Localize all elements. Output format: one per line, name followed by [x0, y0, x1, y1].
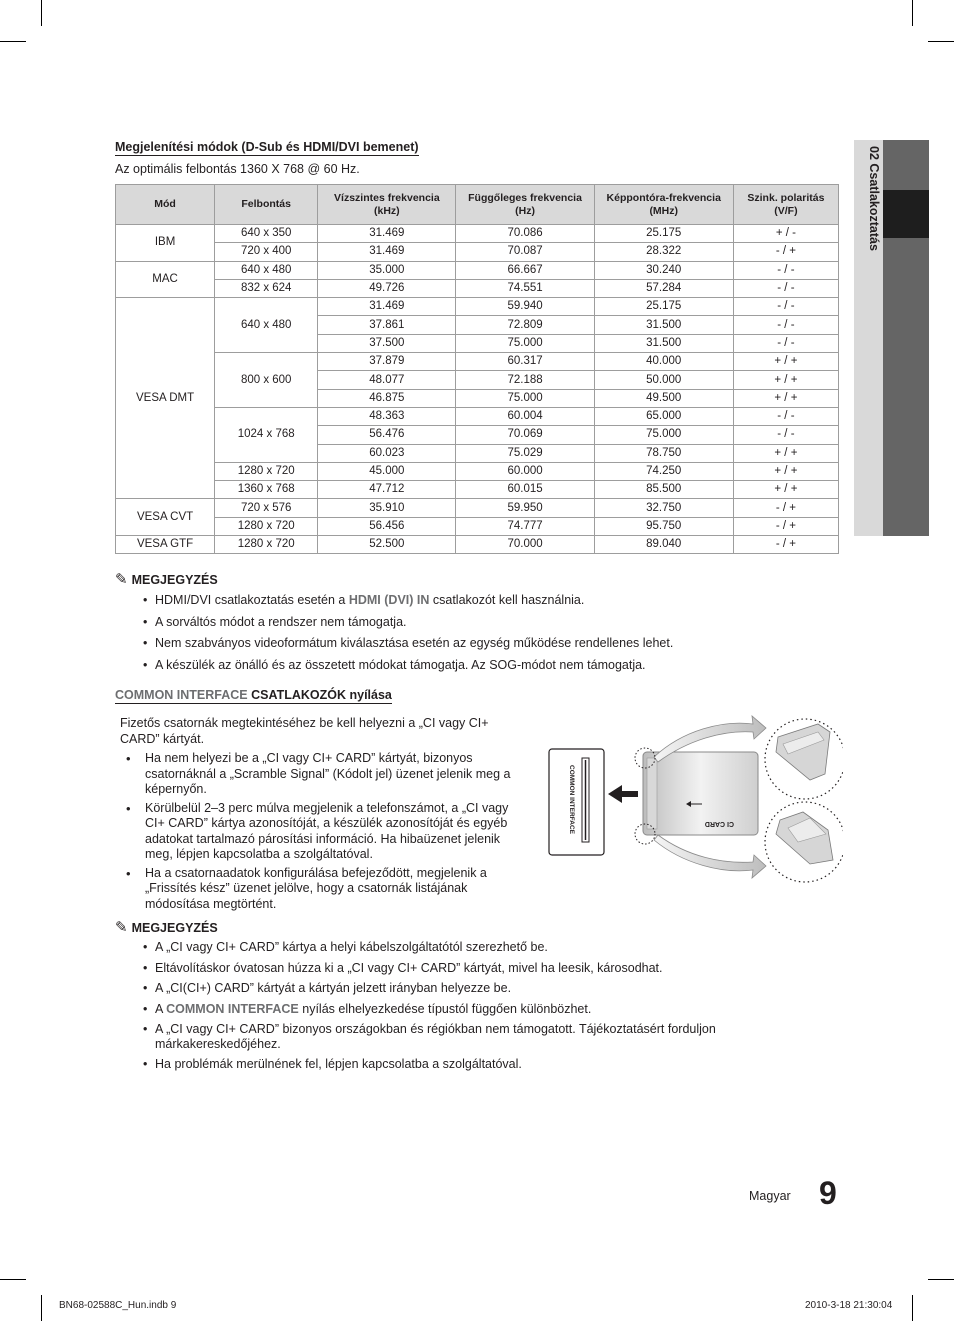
vertical-frequency-cell: 60.015: [456, 481, 594, 499]
vertical-frequency-cell: 75.000: [456, 389, 594, 407]
vertical-frequency-cell: 74.777: [456, 517, 594, 535]
crop-mark: [928, 1279, 954, 1280]
table-header-row: [116, 185, 839, 225]
note-text: Eltávolításkor óvatosan húzza ki a „CI vagy CI+ CARD” kártyát, mivel ha leesik, károsodhat.: [155, 960, 663, 975]
sync-polarity-cell: - / -: [733, 261, 838, 279]
list-item: [126, 801, 526, 863]
crop-mark: [928, 41, 954, 42]
bullet-icon: •: [126, 800, 131, 816]
note-text: HDMI/DVI csatlakoztatás esetén a: [155, 593, 349, 607]
ci-card-illustration: [548, 712, 843, 887]
header-pixel-clock: Képpontóra-frekvencia (MHz): [594, 185, 733, 225]
list-item: [143, 658, 843, 673]
resolution-cell: 640 x 480: [215, 261, 318, 279]
resolution-cell: 1280 x 720: [215, 517, 318, 535]
vertical-frequency-cell: 60.000: [456, 462, 594, 480]
note-text: A: [155, 1001, 167, 1016]
pixel-clock-cell: 49.500: [594, 389, 733, 407]
note-text: A „CI(CI+) CARD” kártyát a kártyán jelzett irányban helyezze be.: [155, 981, 512, 995]
list-item: [143, 1002, 833, 1017]
bullet-icon: •: [143, 940, 148, 954]
table-row: [116, 298, 839, 316]
insert-arrow-icon: [608, 785, 638, 803]
horizontal-frequency-cell: 35.910: [318, 499, 456, 517]
side-tab-marker: [883, 190, 929, 238]
list-item: [143, 615, 843, 630]
bullet-icon: •: [143, 657, 148, 672]
crop-mark: [0, 41, 26, 42]
horizontal-frequency-cell: 52.500: [318, 536, 456, 554]
resolution-cell: 1280 x 720: [215, 536, 318, 554]
list-item-text: Ha a csatornaadatok konfigurálása befejeződött, megjelenik a „Frissítés kész” üzenet jelölve, hogy a csatornák listájának módosítása megtörtént.: [145, 865, 487, 911]
note-text: Nem szabványos videoformátum kiválasztása esetén az egység működése rendellenes lehet.: [155, 636, 674, 650]
mode-cell: VESA DMT: [116, 298, 215, 499]
note-list-2: [143, 940, 833, 1078]
ci-title-rest: CSATLAKOZÓK nyílása: [247, 688, 392, 702]
crop-mark: [0, 1279, 26, 1280]
crop-mark: [41, 0, 42, 26]
pixel-clock-cell: 89.040: [594, 536, 733, 554]
sync-polarity-cell: - / -: [733, 426, 838, 444]
vertical-frequency-cell: 72.188: [456, 371, 594, 389]
pixel-clock-cell: 74.250: [594, 462, 733, 480]
note-label: MEGJEGYZÉS: [131, 921, 218, 935]
pixel-clock-cell: 40.000: [594, 353, 733, 371]
vertical-frequency-cell: 75.000: [456, 334, 594, 352]
sync-polarity-cell: - / -: [733, 298, 838, 316]
table-row: [116, 261, 839, 279]
header-resolution: Felbontás: [215, 185, 318, 225]
horizontal-frequency-cell: 31.469: [318, 243, 456, 261]
horizontal-frequency-cell: 48.077: [318, 371, 456, 389]
vertical-frequency-cell: 72.809: [456, 316, 594, 334]
vertical-frequency-cell: 66.667: [456, 261, 594, 279]
sync-polarity-cell: + / +: [733, 481, 838, 499]
note-text: A készülék az önálló és az összetett módokat támogatja. Az SOG-módot nem támogatja.: [155, 657, 646, 672]
header-vertical-frequency: Függőleges frekvencia (Hz): [456, 185, 594, 225]
pixel-clock-cell: 50.000: [594, 371, 733, 389]
pixel-clock-cell: 28.322: [594, 243, 733, 261]
imprint-timestamp: 2010-3-18 21:30:04: [805, 1300, 893, 1311]
table-row: [116, 481, 839, 499]
side-tab-label: 02 Csatlakoztatás: [867, 146, 881, 251]
crop-mark: [912, 0, 913, 26]
table-row: [116, 225, 839, 243]
resolution-cell: 800 x 600: [215, 353, 318, 408]
vertical-frequency-cell: 59.940: [456, 298, 594, 316]
display-modes-table: [115, 184, 839, 554]
resolution-cell: 720 x 400: [215, 243, 318, 261]
pixel-clock-cell: 31.500: [594, 316, 733, 334]
sync-polarity-cell: + / -: [733, 225, 838, 243]
table-row: [116, 279, 839, 297]
list-item: [143, 940, 833, 955]
rotate-arrow-bottom-icon: [654, 835, 766, 878]
sync-polarity-cell: + / +: [733, 462, 838, 480]
sync-polarity-cell: - / -: [733, 316, 838, 334]
table-row: [116, 517, 839, 535]
sync-polarity-cell: - / +: [733, 536, 838, 554]
horizontal-frequency-cell: 31.469: [318, 225, 456, 243]
list-item: [143, 961, 833, 976]
pixel-clock-cell: 65.000: [594, 407, 733, 425]
resolution-cell: 832 x 624: [215, 279, 318, 297]
ci-intro-text: Fizetős csatornák megtekintéséhez be kell helyezni a „CI vagy CI+ CARD” kártyát.: [120, 716, 489, 746]
sync-polarity-cell: - / -: [733, 279, 838, 297]
note-text: Ha problémák merülnének fel, lépjen kapcsolatba a szolgáltatóval.: [155, 1057, 522, 1071]
bullet-icon: •: [143, 1022, 148, 1036]
bullet-icon: •: [126, 865, 131, 881]
footer-language: Magyar: [749, 1189, 791, 1203]
display-modes-title: Megjelenítési módok (D-Sub és HDMI/DVI bemenet): [115, 140, 419, 154]
bullet-icon: •: [126, 751, 131, 766]
horizontal-frequency-cell: 35.000: [318, 261, 456, 279]
ci-section-title: [115, 688, 392, 704]
vertical-frequency-cell: 60.004: [456, 407, 594, 425]
note-highlight: COMMON INTERFACE: [166, 1001, 299, 1016]
note-text: A sorváltós módot a rendszer nem támogatja.: [155, 614, 407, 629]
horizontal-frequency-cell: 46.875: [318, 389, 456, 407]
bullet-icon: •: [143, 1001, 148, 1016]
list-item: [143, 636, 843, 651]
note-text: nyílás elhelyezkedése típustól függően különbözhet.: [298, 1001, 592, 1016]
note-text: A „CI vagy CI+ CARD” bizonyos országokban és régiókban nem támogatott. Tájékoztatásért forduljon márkakereskedőjéhez.: [155, 1022, 716, 1051]
pixel-clock-cell: 57.284: [594, 279, 733, 297]
horizontal-frequency-cell: 37.500: [318, 334, 456, 352]
vertical-frequency-cell: 70.000: [456, 536, 594, 554]
ci-title-highlight: COMMON INTERFACE: [115, 688, 248, 702]
display-modes-subtitle: Az optimális felbontás 1360 X 768 @ 60 Hz.: [115, 162, 360, 176]
table-row: [116, 243, 839, 261]
horizontal-frequency-cell: 47.712: [318, 481, 456, 499]
note-highlight: HDMI (DVI) IN: [348, 593, 430, 607]
sync-polarity-cell: - / +: [733, 517, 838, 535]
vertical-frequency-cell: 70.087: [456, 243, 594, 261]
pixel-clock-cell: 95.750: [594, 517, 733, 535]
crop-mark: [41, 1295, 42, 1321]
mode-cell: VESA CVT: [116, 499, 215, 536]
pixel-clock-cell: 75.000: [594, 426, 733, 444]
ci-bullet-list: [126, 751, 526, 915]
table-row: [116, 499, 839, 517]
pixel-clock-cell: 31.500: [594, 334, 733, 352]
horizontal-frequency-cell: 56.476: [318, 426, 456, 444]
horizontal-frequency-cell: 60.023: [318, 444, 456, 462]
list-item: [126, 866, 526, 913]
horizontal-frequency-cell: 48.363: [318, 407, 456, 425]
horizontal-frequency-cell: 56.456: [318, 517, 456, 535]
header-horizontal-frequency: Vízszintes frekvencia (kHz): [318, 185, 456, 225]
pencil-icon: ✎: [115, 571, 128, 588]
table-row: [116, 536, 839, 554]
slot-label: COMMON INTERFACE: [568, 765, 575, 834]
resolution-cell: 720 x 576: [215, 499, 318, 517]
resolution-cell: 1024 x 768: [215, 407, 318, 462]
resolution-cell: 640 x 480: [215, 298, 318, 353]
list-item: [143, 1057, 833, 1072]
sync-polarity-cell: - / -: [733, 334, 838, 352]
list-item-text: Körülbelül 2–3 perc múlva megjelenik a telefonszámot, a „CI vagy CI+ CARD” kártya azonosítóját, a készülék azonosítóját és egyéb adatokat tartalmazó párosítási információ. Ha hibaüzenet jelenik meg, lépjen kapcsolatba a szolgáltatóval.: [145, 800, 509, 861]
table-row: [116, 407, 839, 425]
note-label: MEGJEGYZÉS: [131, 573, 218, 587]
note-heading-1: [115, 570, 218, 588]
horizontal-frequency-cell: 37.861: [318, 316, 456, 334]
sync-polarity-cell: + / +: [733, 444, 838, 462]
card-label: CI CARD: [704, 820, 734, 827]
bullet-icon: •: [143, 1057, 148, 1071]
pixel-clock-cell: 25.175: [594, 225, 733, 243]
note-text: A „CI vagy CI+ CARD” kártya a helyi kábelszolgáltatótól szerezhető be.: [155, 940, 548, 954]
crop-mark: [912, 1295, 913, 1321]
horizontal-frequency-cell: 37.879: [318, 353, 456, 371]
vertical-frequency-cell: 70.069: [456, 426, 594, 444]
mode-cell: MAC: [116, 261, 215, 298]
header-sync-polarity: Szink. polaritás (V/F): [733, 185, 838, 225]
sync-polarity-cell: - / +: [733, 499, 838, 517]
sync-polarity-cell: + / +: [733, 353, 838, 371]
horizontal-frequency-cell: 45.000: [318, 462, 456, 480]
pixel-clock-cell: 78.750: [594, 444, 733, 462]
resolution-cell: 1360 x 768: [215, 481, 318, 499]
vertical-frequency-cell: 75.029: [456, 444, 594, 462]
note-heading-2: [115, 918, 218, 936]
list-item-text: Ha nem helyezi be a „CI vagy CI+ CARD” kártyát, bizonyos csatornáknál a „Scramble Signal” (Kódolt jel) üzenet jelenik meg a képernyőn.: [145, 751, 511, 796]
mode-cell: VESA GTF: [116, 536, 215, 554]
list-item: [143, 593, 843, 608]
list-item: [143, 981, 833, 996]
ci-card: [643, 752, 758, 835]
table-row: [116, 353, 839, 371]
tv-slot-panel: [549, 749, 604, 855]
sync-polarity-cell: - / +: [733, 243, 838, 261]
pixel-clock-cell: 32.750: [594, 499, 733, 517]
list-item: [126, 751, 526, 798]
sync-polarity-cell: + / +: [733, 371, 838, 389]
resolution-cell: 1280 x 720: [215, 462, 318, 480]
vertical-frequency-cell: 60.317: [456, 353, 594, 371]
pixel-clock-cell: 25.175: [594, 298, 733, 316]
bullet-icon: •: [143, 636, 148, 650]
bullet-icon: •: [143, 981, 148, 995]
resolution-cell: 640 x 350: [215, 225, 318, 243]
bullet-icon: •: [143, 614, 148, 629]
bullet-icon: •: [143, 960, 148, 975]
table-row: [116, 462, 839, 480]
bullet-icon: •: [143, 593, 148, 607]
note-text: csatlakozót kell használnia.: [429, 593, 585, 607]
horizontal-frequency-cell: 31.469: [318, 298, 456, 316]
mode-cell: IBM: [116, 225, 215, 262]
header-mode: Mód: [116, 185, 215, 225]
vertical-frequency-cell: 74.551: [456, 279, 594, 297]
horizontal-frequency-cell: 49.726: [318, 279, 456, 297]
pencil-icon: ✎: [115, 919, 128, 936]
sync-polarity-cell: - / -: [733, 407, 838, 425]
list-item: [143, 1022, 833, 1051]
page-number: 9: [819, 1175, 837, 1211]
pixel-clock-cell: 85.500: [594, 481, 733, 499]
vertical-frequency-cell: 59.950: [456, 499, 594, 517]
pixel-clock-cell: 30.240: [594, 261, 733, 279]
card-edge-detail: [776, 724, 830, 780]
sync-polarity-cell: + / +: [733, 389, 838, 407]
note-list-1: [143, 593, 843, 679]
vertical-frequency-cell: 70.086: [456, 225, 594, 243]
imprint-file: BN68-02588C_Hun.indb 9: [59, 1300, 177, 1311]
